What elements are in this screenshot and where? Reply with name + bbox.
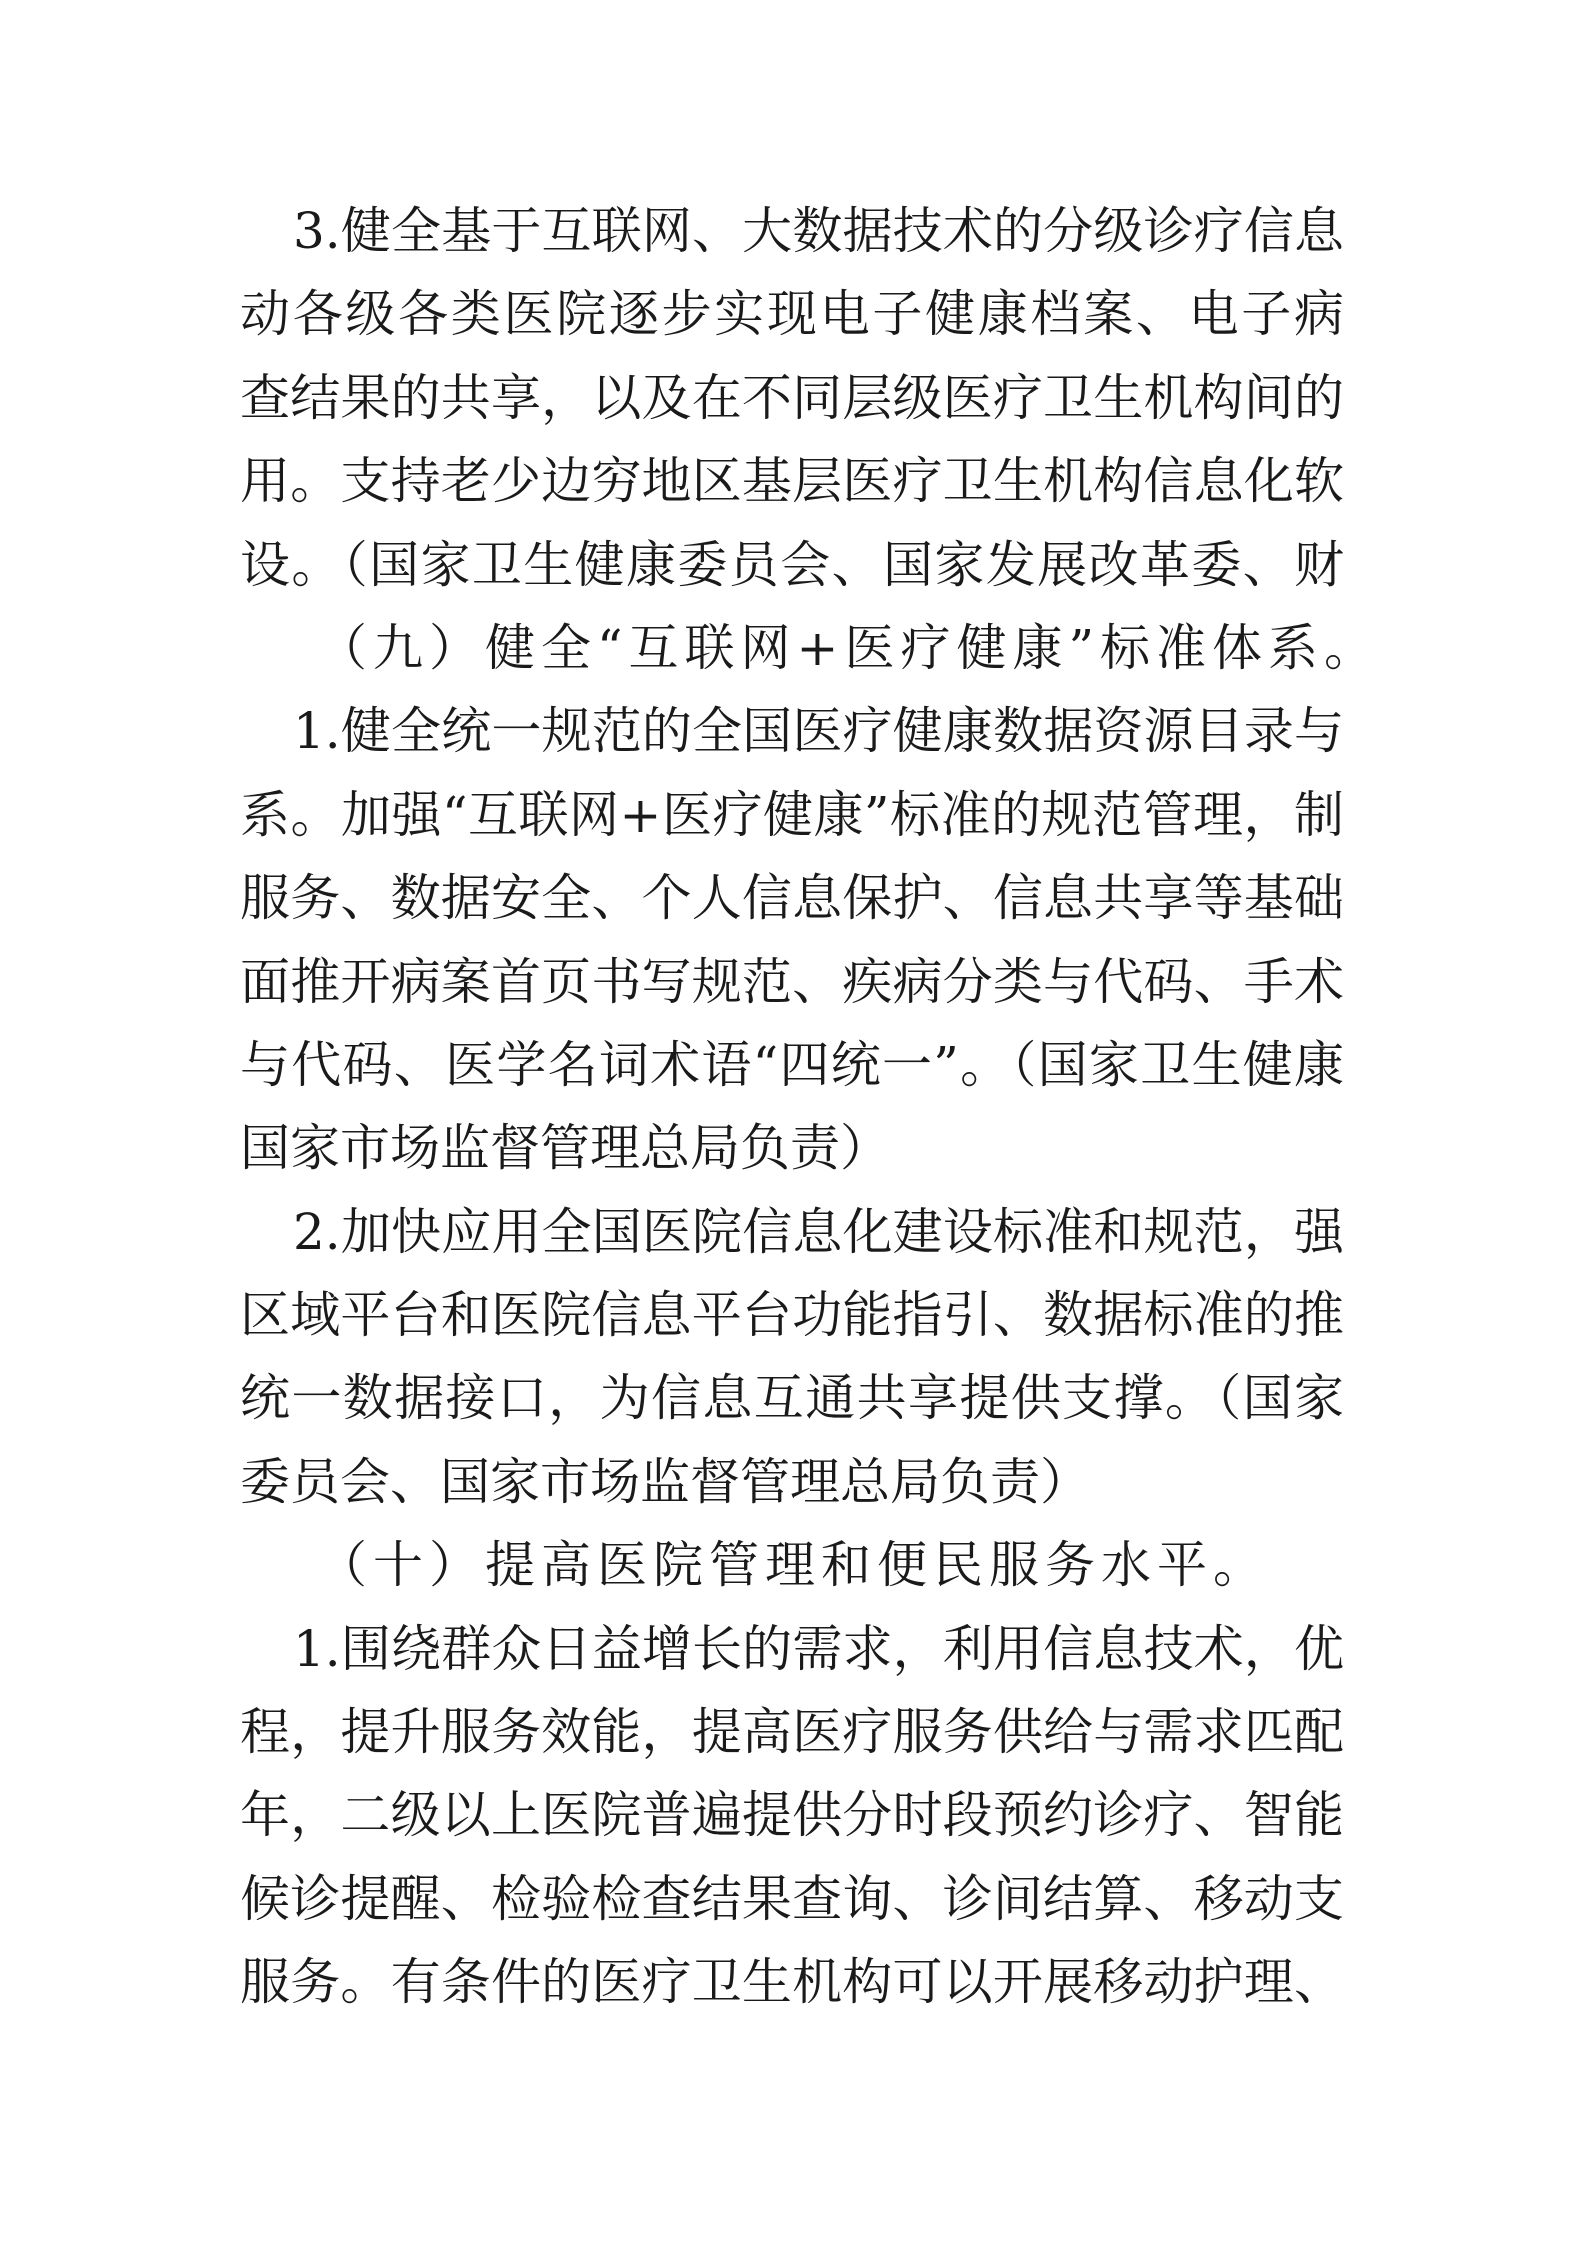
paragraph-line: 设。（国家卫生健康委员会、国家发展改革委、财 (240, 535, 1344, 594)
paragraph-line: 程，提升服务效能，提高医疗服务供给与需求匹配 (240, 1703, 1344, 1762)
paragraph-line: 动各级各类医院逐步实现电子健康档案、电子病 (240, 285, 1344, 344)
paragraph-line: 2.加快应用全国医院信息化建设标准和规范，强 (293, 1202, 1344, 1261)
paragraph-line: 服务、数据安全、个人信息保护、信息共享等基础 (240, 869, 1344, 928)
paragraph-line: 用。支持老少边穷地区基层医疗卫生机构信息化软 (240, 452, 1344, 511)
paragraph-line: 服务。有条件的医疗卫生机构可以开展移动护理、 (240, 1953, 1344, 2012)
paragraph-line: 3.健全基于互联网、大数据技术的分级诊疗信息 (293, 202, 1344, 260)
paragraph-line: 1.围绕群众日益增长的需求，利用信息技术，优 (293, 1619, 1344, 1678)
section-heading: （九）健全“互联网+医疗健康”标准体系。 (317, 618, 1381, 677)
paragraph-line: 系。加强“互联网+医疗健康”标准的规范管理，制 (240, 785, 1344, 844)
section-heading: （十）提高医院管理和便民服务水平。 (317, 1536, 1269, 1595)
paragraph-line: 查结果的共享，以及在不同层级医疗卫生机构间的 (240, 368, 1344, 427)
paragraph-line: 区域平台和医院信息平台功能指引、数据标准的推 (240, 1286, 1344, 1345)
paragraph-line: 与代码、医学名词术语“四统一”。（国家卫生健康 (240, 1035, 1344, 1094)
document-page (240, 190, 1381, 2025)
paragraph-line: 国家市场监督管理总局负责） (240, 1119, 890, 1178)
paragraph-line: 年，二级以上医院普遍提供分时段预约诊疗、智能 (240, 1786, 1344, 1845)
paragraph-line: 统一数据接口，为信息互通共享提供支撑。（国家 (240, 1369, 1344, 1428)
paragraph-line: 委员会、国家市场监督管理总局负责） (240, 1452, 1090, 1511)
paragraph-line: 候诊提醒、检验检查结果查询、诊间结算、移动支 (240, 1869, 1344, 1928)
paragraph-line: 1.健全统一规范的全国医疗健康数据资源目录与 (293, 702, 1344, 761)
paragraph-line: 面推开病案首页书写规范、疾病分类与代码、手术 (240, 952, 1344, 1011)
